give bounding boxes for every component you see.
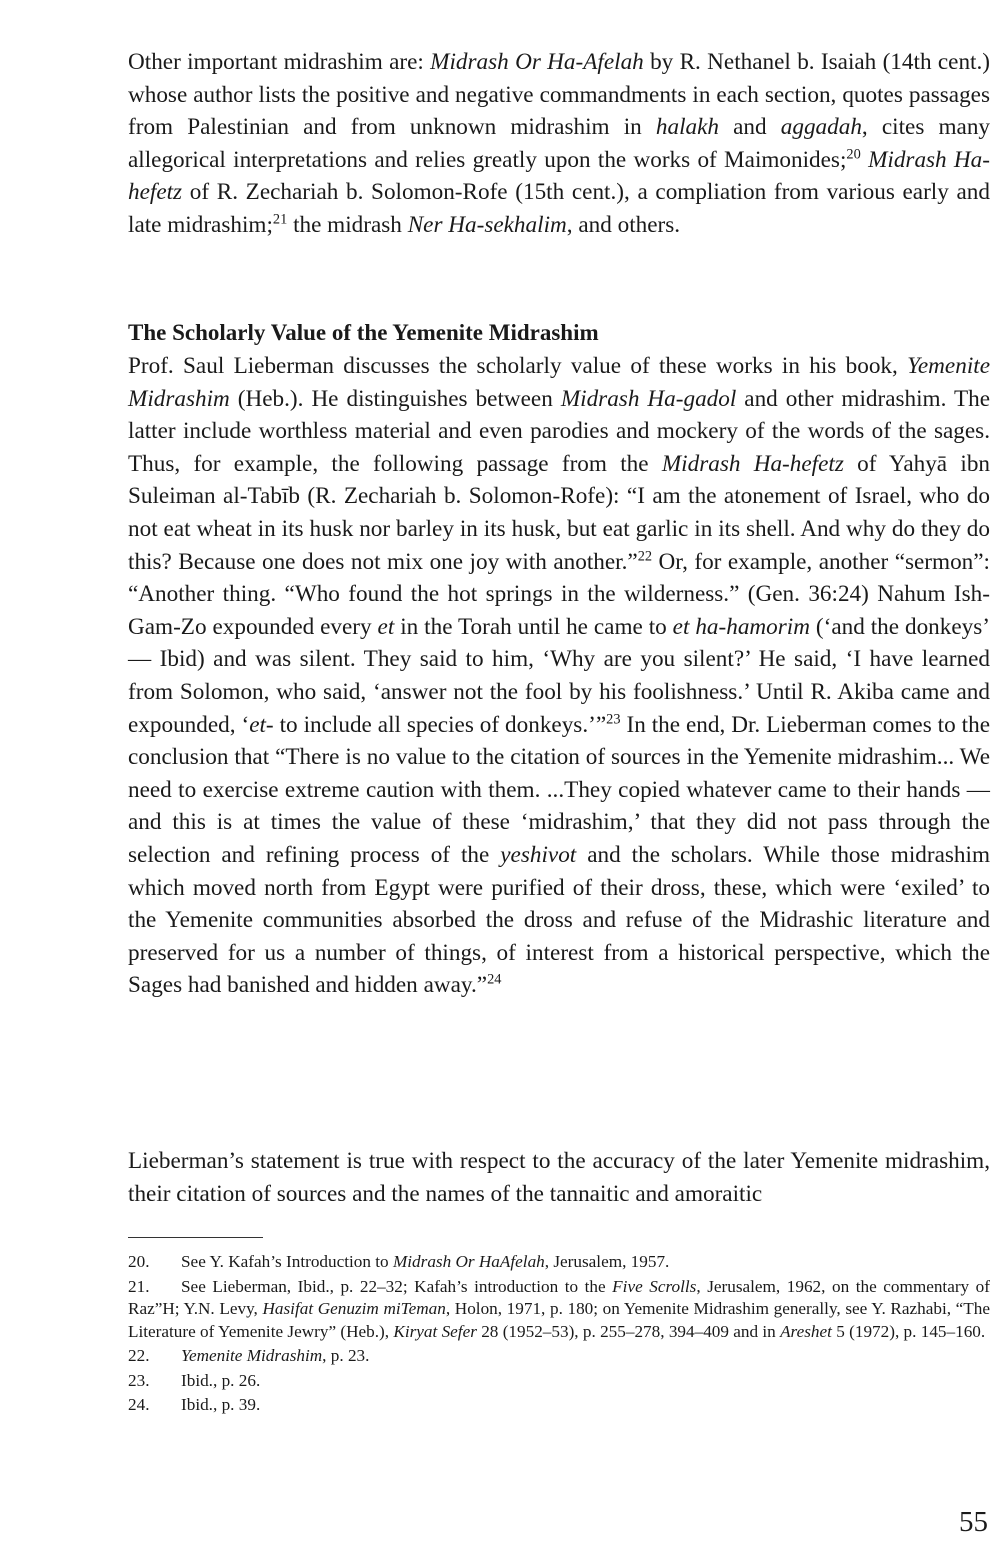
text-run: See Y. Kafah’s Introduction to [181,1252,393,1271]
footnote-number: 23. [128,1370,150,1390]
book-title: Midrash Ha-gadol [560,385,737,412]
text-run: the midrash [287,211,408,238]
book-title: Midrash Or HaAfelah [392,1252,545,1271]
footnote-number: 24. [128,1395,150,1414]
text-run: See Lieberman, Ibid., p. 22–32; Kafah’s introduction to the [181,1276,613,1296]
text-run: to include all species of donkeys.’” [273,711,607,738]
text-run: , Jerusalem, 1957. [544,1252,670,1271]
text-run: 5 (1972), p. 145–160. [831,1321,986,1341]
footnote-ref: 23 [606,710,621,727]
text-run: and other midrashim. The latter include worthless material and even parodies and mockery of the words of the sages. Thus, for example, the following passage from the [128,385,991,477]
term: et ha-hamorim [672,613,810,640]
page-number: 55 [959,1506,988,1538]
text-run: and [719,114,781,141]
text-run: of R. Zechariah b. Solomon-Rofe (15th cent.), a compliation from various early and late midrashim; [128,179,990,238]
text-run: Ibid., p. 26. [181,1370,261,1390]
book-title: Areshet [780,1321,832,1341]
text-run: Prof. Saul Lieberman discusses the scholarly value of these works in his book, [128,353,908,379]
text-run: Other important midrashim are: [128,49,431,75]
term: halakh [655,114,719,141]
text-run: by R. Nethanel b. Isaiah (14th cent.) whose author lists the positive and negative commandments in each section, quotes passages from Palestinian and from unknown midrashim in [128,49,990,141]
book-title: Ner Ha-sekhalim [407,211,567,238]
book-title: Midrash Ha-hefetz [128,146,990,206]
text-run: , Holon, 1971, p. 180; on Yemenite Midrashim generally, see Y. Razhabi, “The Literature of Yemenite Jewry” (Heb.), [128,1299,990,1341]
text-run: , p. 23. [322,1346,370,1365]
text-run: , Jerusalem, 1962, on the commentary of Raz”H; Y.N. Levy, [128,1276,990,1318]
paragraph-lieberman-statement [128,1145,990,1210]
footnote-22 [128,1345,990,1368]
footnote-24 [128,1394,990,1417]
text-run [861,147,868,173]
footnote-21 [128,1276,990,1344]
text-run: and the scholars. While those midrashim which moved north from Egypt were purified of their dross, these, which were ‘exiled’ to the Yemenite communities absorbed the dross and refuse of the Midrashic literature and preserved for us a number of things, of interest from a historical perspective, which the Sages had banished and hidden away.” [128,841,990,999]
footnote-20 [128,1251,990,1274]
paragraph-scholarly-value [128,350,990,1002]
section-heading: The Scholarly Value of the Yemenite Midrashim [128,320,599,345]
text-run: (Heb.). He distinguishes between [229,385,561,412]
text-run: Ibid., p. 39. [181,1395,261,1414]
term: et- [249,711,274,738]
footnotes [128,1251,990,1419]
footnote-number: 20. [128,1252,150,1271]
text-run: , cites many allegorical interpretations and relies greatly upon the works of Maimonides; [128,114,991,173]
footnote-number: 22. [128,1346,150,1365]
text-run: Lieberman’s statement is true with respect to the accuracy of the later Yemenite midrashim, their citation of sources and the names of the tannaitic and amoraitic [128,1148,990,1207]
footnote-ref: 21 [272,211,288,228]
text-run: of Yahyā ibn Suleiman al-Tabīb (R. Zechariah b. Solomon-Rofe): “I am the atonement of Israel, who do not eat wheat in its husk nor barley in its husk, but eat garlic in its shell. And why do they do this? Because one does not mix one joy with another.” [128,450,991,575]
term: et [377,613,395,640]
text-run: 28 (1952–53), p. 255–278, 394–409 and in [476,1321,781,1341]
term: yeshivot [500,841,577,868]
footnote-ref: 20 [846,146,861,163]
text-run: , and others. [566,211,681,238]
text-run: in the Torah until he came to [394,613,673,640]
footnote-ref: 24 [487,971,502,988]
book-title: Yemenite Midrashim [181,1346,323,1365]
book-title: Yemenite Midrashim [128,353,990,412]
footnote-divider [128,1237,263,1238]
footnote-number: 21. [128,1276,150,1296]
book-title: Midrash Ha-hefetz [661,450,844,477]
footnote-23 [128,1370,990,1393]
text-run: In the end, Dr. Lieberman comes to the conclusion that “There is no value to the citation of sources in the Yemenite midrashim... We need to exercise extreme caution with them. ...They copied whatever came to their hands — and this is at times the value of these ‘midrashim,’ that they did not pass through the selection and refining process of the [128,711,990,868]
text-run: (‘and the donkeys’ — Ibid) and was silent. They said to him, ‘Why are you silent?’ He said, ‘I have learned from Solomon, who said, ‘answer not the fool by his foolishness.’ Until R. Akiba came and expounded, ‘ [128,613,990,738]
paragraph-other-midrashim [128,46,990,242]
footnote-ref: 22 [637,547,653,564]
term: aggadah [780,114,862,141]
book-title: Five Scrolls [612,1276,697,1296]
book-title: Midrash Or Ha-Afelah [430,49,644,75]
text-run: Or, for example, another “sermon”: “Another thing. “Who found the hot springs in the wilderness.” (Gen. 36:24) Nahum Ish-Gam-Zo expounded every [128,548,990,640]
book-title: Kiryat Sefer [393,1321,477,1341]
book-title: Hasifat Genuzim miTeman [262,1299,446,1318]
